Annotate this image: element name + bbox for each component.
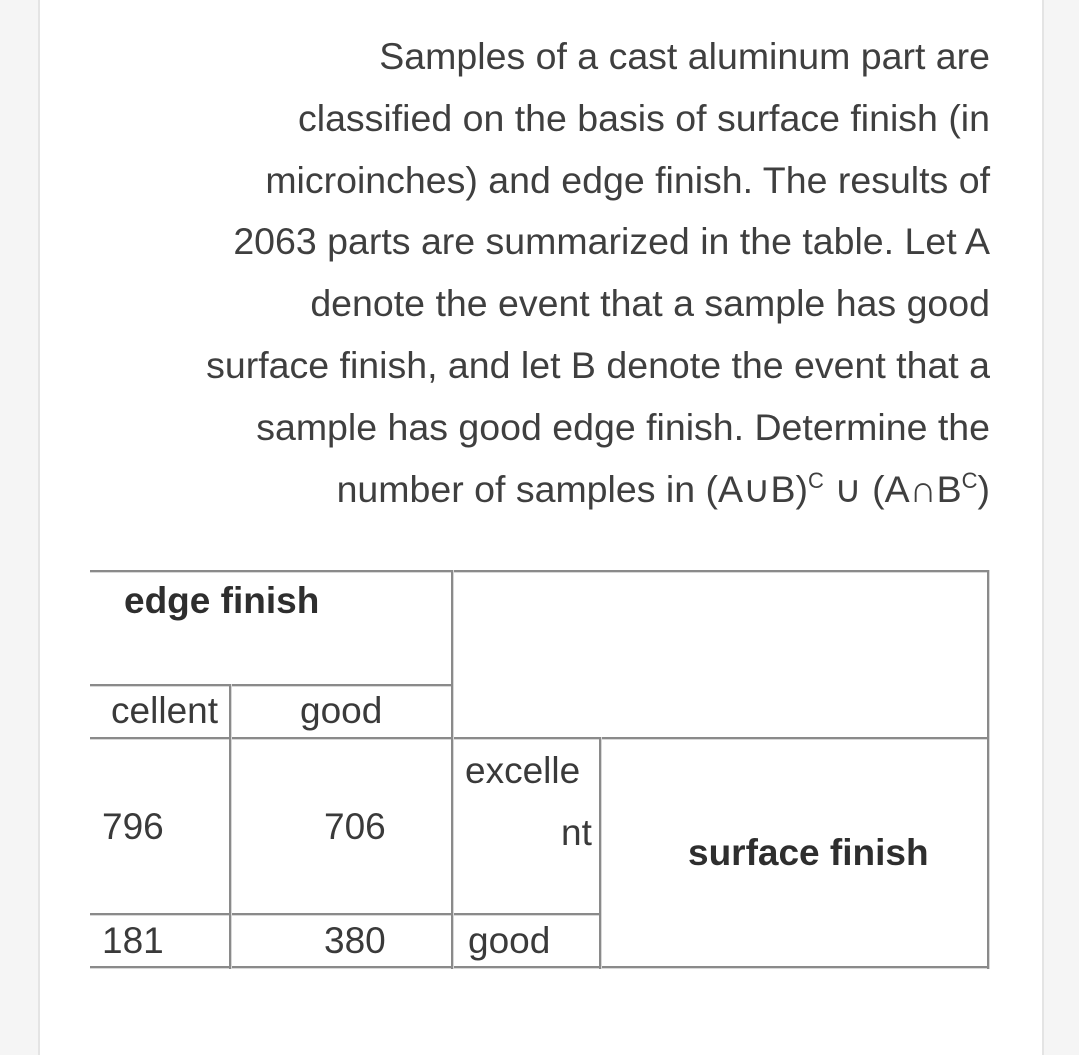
- question-line: denote the event that a sample has good: [310, 282, 990, 325]
- complement-sup: C: [807, 467, 824, 493]
- excellent-row-label: nt: [561, 812, 592, 853]
- cell-excellent-excellent: 796: [102, 806, 164, 847]
- good-row-label: good: [468, 920, 551, 961]
- table-rule: [599, 737, 602, 969]
- surface-finish-header: surface finish: [688, 832, 929, 873]
- set-expression-prefix: number of samples in (A∪B): [336, 467, 808, 510]
- set-expression-middle: ∪ (A∩B: [823, 467, 962, 510]
- excellent-column-header-cell: [90, 688, 229, 736]
- table-rule: [90, 737, 990, 740]
- question-line: sample has good edge finish. Determine the: [256, 405, 990, 448]
- table-rule: [987, 570, 990, 969]
- set-expression-suffix: ): [977, 467, 990, 510]
- question-line: surface finish, and let B denote the event that a: [206, 343, 990, 386]
- excellent-row-label: excelle: [465, 750, 581, 791]
- cell-excellent-good: 706: [324, 806, 386, 847]
- table-rule: [90, 966, 990, 969]
- question-line: 2063 parts are summarized in the table. Let A: [233, 220, 990, 263]
- excellent-column-header: cellent: [111, 690, 218, 731]
- question-line: classified on the basis of surface finish (in: [297, 96, 990, 139]
- table-rule: [229, 684, 232, 969]
- complement-sup: C: [961, 467, 978, 493]
- good-column-header: good: [300, 690, 383, 731]
- table-rule: [90, 570, 990, 573]
- question-line: microinches) and edge finish. The results of: [265, 158, 990, 201]
- question-line: Samples of a cast aluminum part are: [379, 35, 990, 77]
- table-rule: [90, 684, 453, 687]
- cell-good-excellent: 181: [102, 920, 164, 961]
- edge-finish-header: edge finish: [124, 580, 320, 621]
- cell-good-good: 380: [324, 920, 386, 961]
- table-rule: [90, 913, 602, 916]
- table-rule: [451, 570, 454, 969]
